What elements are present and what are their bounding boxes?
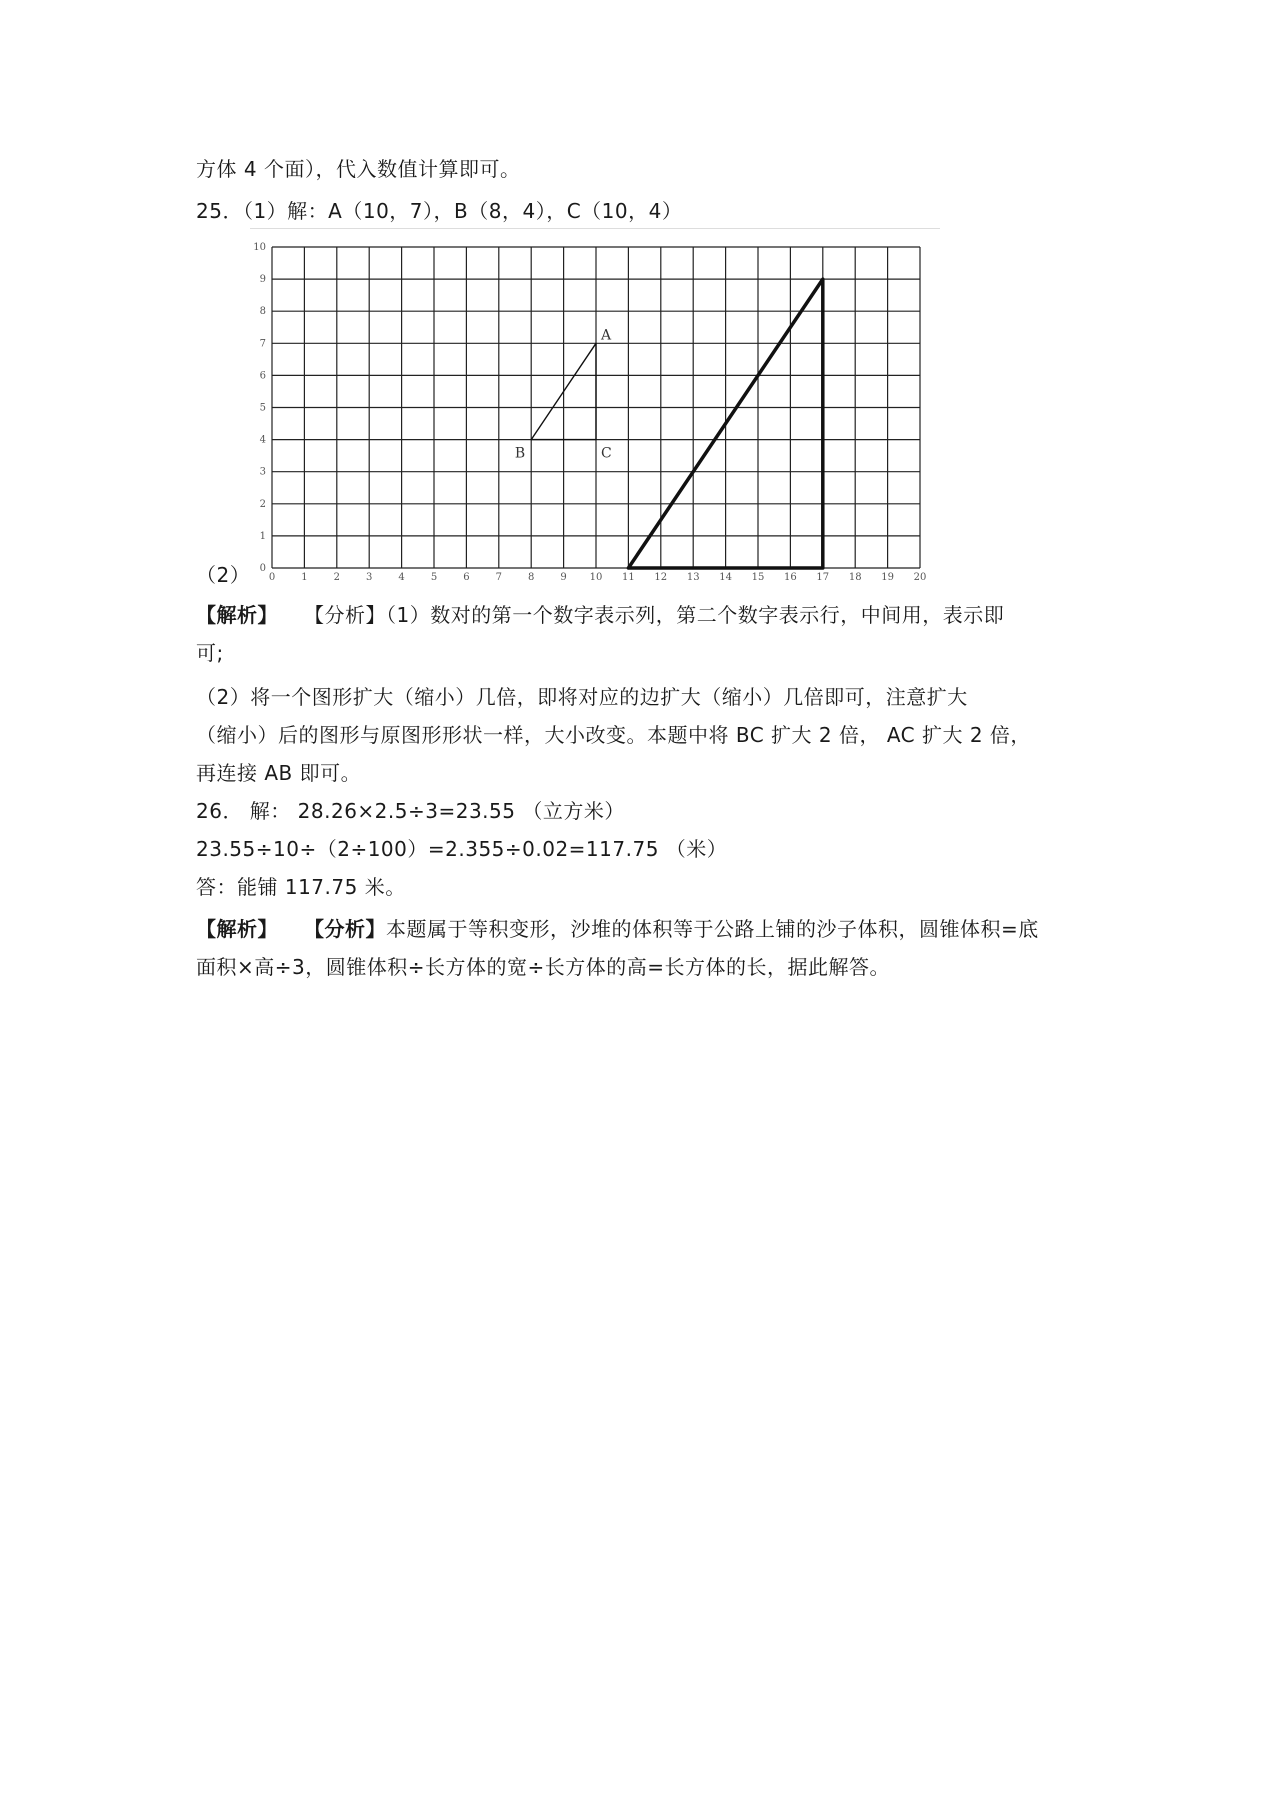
x-tick-5: 5 bbox=[430, 572, 438, 583]
y-tick-2: 2 bbox=[259, 498, 266, 510]
x-tick-0: 0 bbox=[268, 572, 276, 583]
x-tick-19: 19 bbox=[881, 572, 894, 583]
x-tick-2: 2 bbox=[333, 572, 340, 583]
analysis-text: 【分析】（1）数对的第一个数字表示列，第二个数字表示行，中间用，表示即 bbox=[304, 603, 1005, 627]
y-tick-1: 1 bbox=[259, 530, 266, 542]
analysis-26-line-2: 面积×高÷3，圆锥体积÷长方体的宽÷长方体的高=长方体的长，据此解答。 bbox=[196, 955, 891, 979]
analysis-line-3: （2）将一个图形扩大（缩小）几倍，即将对应的边扩大（缩小）几倍即可，注意扩大 bbox=[196, 685, 968, 709]
vertex-label-B: B bbox=[514, 445, 526, 462]
y-tick-10: 10 bbox=[253, 242, 266, 253]
vertex-label-C: C bbox=[601, 445, 612, 462]
y-tick-4: 4 bbox=[259, 434, 266, 446]
y-tick-6: 6 bbox=[259, 370, 266, 382]
y-tick-0: 0 bbox=[259, 563, 266, 574]
x-tick-20: 20 bbox=[913, 572, 927, 583]
y-tick-3: 3 bbox=[259, 466, 266, 478]
x-tick-11: 11 bbox=[622, 572, 635, 583]
analysis-line-1 bbox=[196, 600, 1004, 630]
x-tick-16: 16 bbox=[784, 572, 797, 583]
x-tick-1: 1 bbox=[301, 572, 308, 583]
grid-lines bbox=[250, 228, 940, 584]
x-tick-6: 6 bbox=[463, 572, 470, 583]
y-tick-7: 7 bbox=[259, 338, 266, 350]
question-26-line-2: 23.55÷10÷（2÷100）=2.355÷0.02=117.75 （米） bbox=[196, 837, 728, 861]
question-25-answer-1: 25．（1）解：A（10，7），B（8，4），C（10，4） bbox=[196, 199, 683, 223]
analysis-26-fenxi: 【分析】 bbox=[304, 917, 386, 941]
vertex-label-A: A bbox=[601, 327, 612, 344]
analysis-line-4: （缩小）后的图形与原图形形状一样，大小改变。本题中将 BC 扩大 2 倍， AC 扩大 2 倍， bbox=[196, 723, 1031, 747]
y-tick-8: 8 bbox=[259, 306, 266, 318]
x-tick-10: 10 bbox=[589, 572, 603, 583]
analysis-26-tag: 【解析】 bbox=[196, 917, 278, 941]
x-tick-7: 7 bbox=[495, 572, 502, 583]
analysis-26-text: 本题属于等积变形，沙堆的体积等于公路上铺的沙子体积，圆锥体积=底 bbox=[386, 917, 1039, 941]
question-26-answer: 答：能铺 117.75 米。 bbox=[196, 875, 406, 899]
question-25-part-2-label: （2） bbox=[196, 563, 251, 587]
x-tick-3: 3 bbox=[366, 572, 373, 583]
x-tick-13: 13 bbox=[686, 572, 700, 583]
analysis-26-line-1 bbox=[196, 914, 1039, 944]
x-tick-18: 18 bbox=[848, 572, 862, 583]
coordinate-grid-figure bbox=[250, 228, 940, 584]
figure-background bbox=[250, 228, 940, 584]
x-tick-12: 12 bbox=[654, 572, 668, 583]
analysis-line-5: 再连接 AB 即可。 bbox=[196, 761, 362, 785]
analysis-tag: 【解析】 bbox=[196, 603, 278, 627]
analysis-line-2: 可; bbox=[196, 641, 224, 665]
x-tick-15: 15 bbox=[751, 572, 765, 583]
x-tick-14: 14 bbox=[719, 572, 732, 583]
x-tick-9: 9 bbox=[560, 572, 567, 583]
x-tick-17: 17 bbox=[816, 572, 830, 583]
text-line-1: 方体 4 个面），代入数值计算即可。 bbox=[196, 157, 521, 181]
y-tick-9: 9 bbox=[259, 274, 266, 286]
y-tick-5: 5 bbox=[259, 402, 266, 414]
x-tick-8: 8 bbox=[528, 572, 535, 583]
question-26-line-1: 26． 解： 28.26×2.5÷3=23.55 （立方米） bbox=[196, 799, 625, 823]
x-tick-4: 4 bbox=[398, 572, 405, 583]
